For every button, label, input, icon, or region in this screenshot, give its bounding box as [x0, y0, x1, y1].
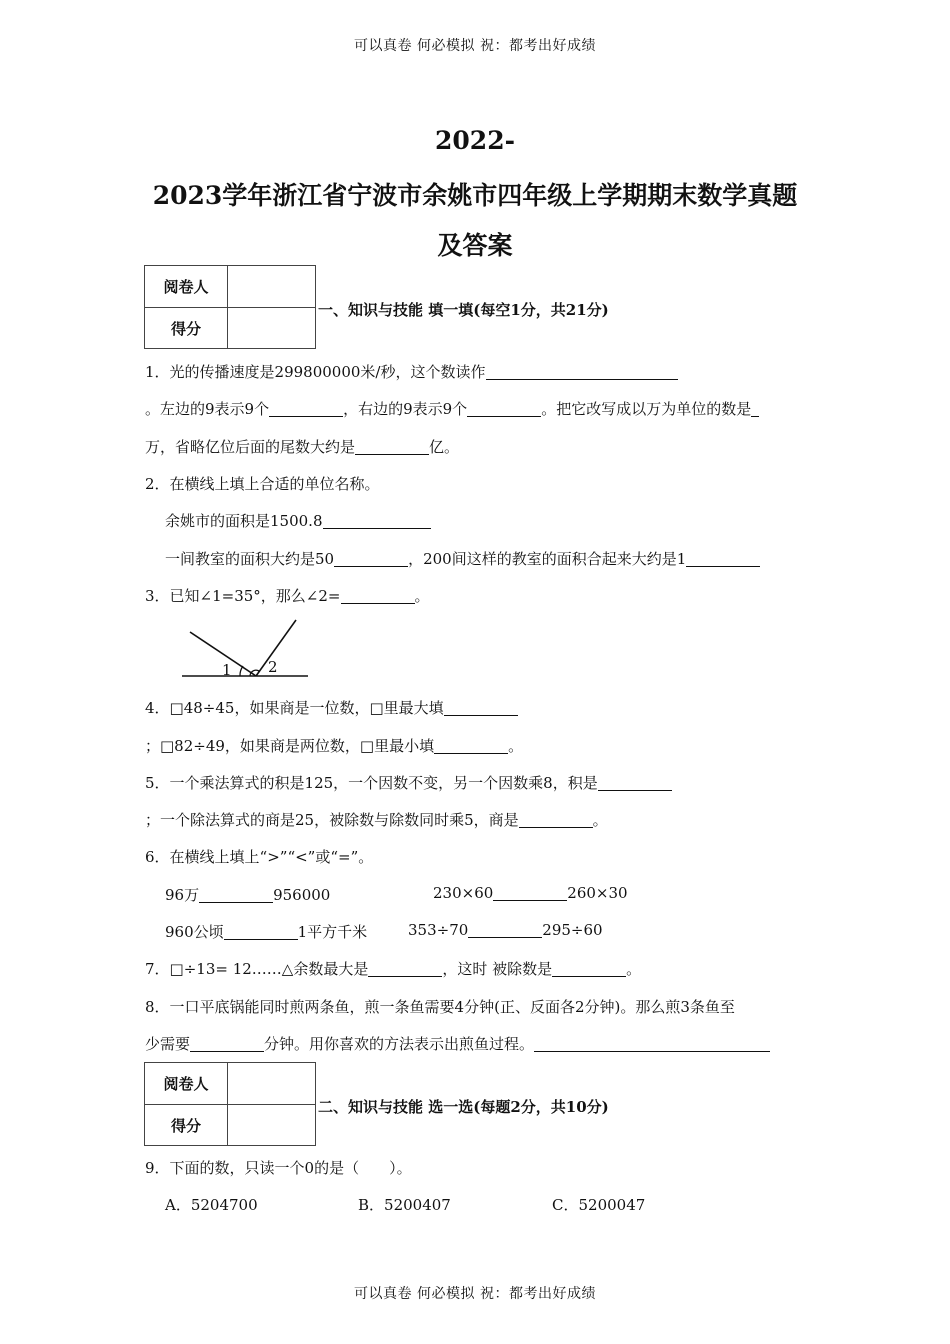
reviewer-label: 阅卷人	[163, 1075, 209, 1093]
answer-blank	[493, 884, 567, 901]
angle-1-label: 1	[222, 661, 232, 679]
answer-blank	[598, 774, 672, 791]
question-6-row-2-right: 353÷70 295÷60	[408, 921, 603, 939]
answer-blank	[486, 363, 678, 380]
question-8-line-1: 8．一口平底锅能同时煎两条鱼，煎一条鱼需要4分钟(正、反面各2分钟)。那么煎3条鱼至	[145, 998, 735, 1016]
answer-blank	[467, 400, 541, 417]
question-1-line-3: 万，省略亿位后面的尾数大约是 亿。	[145, 438, 460, 456]
question-5-line-1: 5．一个乘法算式的积是125，一个因数不变，另一个因数乘8，积是	[145, 772, 672, 793]
question-6-row-2-left: 960公顷 1平方千米	[165, 923, 368, 941]
question-6-line-1: 6．在横线上填上“>”“<”或“=”。	[145, 848, 374, 866]
question-7-line-1: 7．□÷13= 12……△余数最大是 ，这时 被除数是 。	[145, 960, 642, 978]
angle-2-label: 2	[268, 658, 278, 676]
question-4-line-1: 4．□48÷45，如果商是一位数，□里最大填	[145, 697, 518, 718]
answer-blank	[190, 1035, 264, 1052]
answer-blank	[552, 960, 626, 977]
title-line-3: 及答案	[437, 231, 513, 260]
option-b: B．5200407	[358, 1196, 451, 1214]
section-2-heading: 二、知识与技能 选一选(每题2分，共10分)	[318, 1098, 609, 1116]
question-4-line-2: ；□82÷49，如果商是两位数，□里最小填 。	[145, 737, 524, 755]
question-2-line-2: 余姚市的面积是1500.8	[165, 510, 431, 531]
section-1-heading: 一、知识与技能 填一填(每空1分，共21分)	[318, 301, 609, 319]
answer-blank	[444, 699, 518, 716]
grader-box-1	[144, 265, 316, 349]
answer-blank	[334, 550, 408, 567]
title-line-2: 2023学年浙江省宁波市余姚市四年级上学期期末数学真题	[152, 181, 798, 210]
question-2-line-3: 一间教室的面积大约是50 ，200间这样的教室的面积合起来大约是1	[165, 548, 760, 569]
question-6-row-1-right: 230×60 260×30	[433, 884, 628, 902]
reviewer-label: 阅卷人	[163, 278, 209, 296]
page-footer: 可以真卷 何必模拟 祝：都考出好成绩	[354, 1286, 596, 1302]
answer-blank	[686, 550, 760, 567]
option-c: C．5200047	[552, 1196, 646, 1214]
answer-blank	[434, 737, 508, 754]
answer-blank	[355, 438, 429, 455]
title-line-1: 2022-	[435, 126, 515, 155]
answer-blank	[368, 960, 442, 977]
answer-blank	[534, 1035, 770, 1052]
answer-blank	[468, 921, 542, 938]
answer-blank	[224, 923, 298, 940]
question-2-line-1: 2．在横线上填上合适的单位名称。	[145, 475, 380, 493]
answer-blank	[323, 512, 431, 529]
option-a: A．5204700	[165, 1196, 258, 1214]
score-label: 得分	[170, 320, 201, 338]
answer-blank	[341, 587, 415, 604]
question-1-line-1: 1．光的传播速度是299800000米/秒，这个数读作	[145, 361, 678, 382]
answer-blank	[751, 400, 759, 417]
question-3-line-1: 3．已知∠1=35°，那么∠2= 。	[145, 587, 430, 605]
question-9-line-1: 9．下面的数，只读一个0的是（ ）。	[145, 1159, 412, 1177]
question-5-line-2: ；一个除法算式的商是25，被除数与除数同时乘5，商是 。	[145, 811, 608, 829]
answer-blank	[519, 811, 593, 828]
grader-box-2	[144, 1062, 316, 1146]
score-label: 得分	[170, 1117, 201, 1135]
question-6-row-1-left: 96万 956000	[165, 886, 331, 904]
question-1-line-2: 。左边的9表示9个 ，右边的9表示9个 。把它改写成以万为单位的数是	[145, 398, 759, 419]
angle-diagram	[180, 616, 310, 682]
page-header: 可以真卷 何必模拟 祝：都考出好成绩	[354, 38, 596, 54]
answer-blank	[199, 886, 273, 903]
question-8-line-2: 少需要 分钟。用你喜欢的方法表示出煎鱼过程。	[145, 1033, 770, 1054]
answer-blank	[269, 400, 343, 417]
